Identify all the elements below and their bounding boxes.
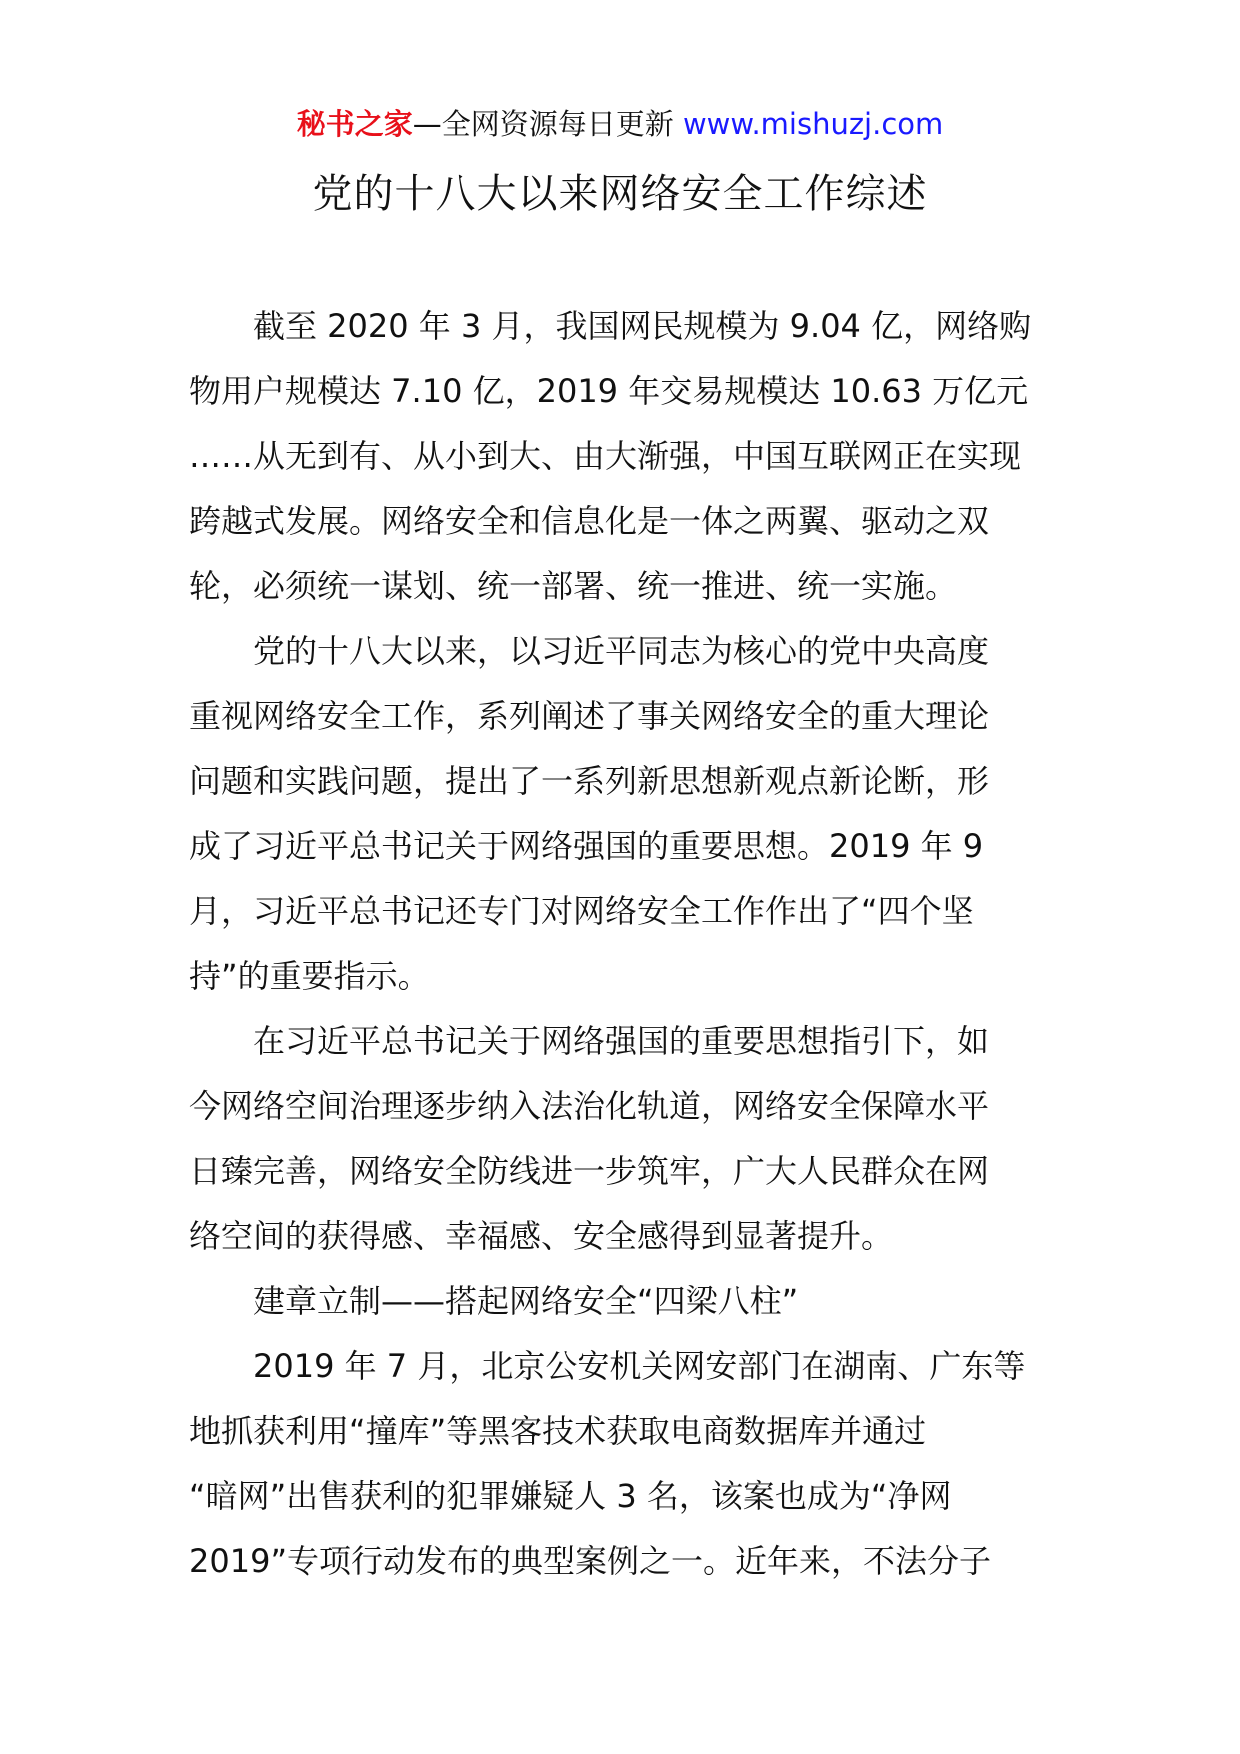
body-line: 问题和实践问题，提出了一系列新思想新观点新论断，形 <box>189 762 990 800</box>
body-line: 2019”专项行动发布的典型案例之一。近年来，不法分子 <box>189 1542 992 1580</box>
body-line: 2019 年 7 月，北京公安机关网安部门在湖南、广东等 <box>189 1347 1026 1385</box>
body-line: “暗网”出售获利的犯罪嫌疑人 3 名，该案也成为“净网 <box>189 1477 952 1515</box>
header-tagline: —全网资源每日更新 <box>412 107 683 141</box>
body-line: 今网络空间治理逐步纳入法治化轨道，网络安全保障水平 <box>189 1087 990 1125</box>
site-header <box>0 104 1240 144</box>
body-line: 络空间的获得感、幸福感、安全感得到显著提升。 <box>189 1217 894 1255</box>
body-line: 截至 2020 年 3 月，我国网民规模为 9.04 亿，网络购 <box>189 307 1032 345</box>
body-line: 持”的重要指示。 <box>189 957 430 995</box>
body-line: 物用户规模达 7.10 亿，2019 年交易规模达 10.63 万亿元 <box>189 372 1029 410</box>
body-line: 日臻完善，网络安全防线进一步筑牢，广大人民群众在网 <box>189 1152 990 1190</box>
brand-name: 秘书之家 <box>296 107 413 141</box>
body-line: 成了习近平总书记关于网络强国的重要思想。2019 年 9 <box>189 827 984 865</box>
body-line: ……从无到有、从小到大、由大渐强，中国互联网正在实现 <box>189 437 1022 475</box>
section-heading: 建章立制——搭起网络安全“四梁八柱” <box>189 1282 799 1320</box>
body-line: 重视网络安全工作，系列阐述了事关网络安全的重大理论 <box>189 697 990 735</box>
body-line: 地抓获利用“撞库”等黑客技术获取电商数据库并通过 <box>189 1412 927 1450</box>
document-body <box>189 294 1049 1594</box>
body-line: 在习近平总书记关于网络强国的重要思想指引下，如 <box>189 1022 990 1060</box>
body-line: 轮，必须统一谋划、统一部署、统一推进、统一实施。 <box>189 567 958 605</box>
body-line: 月，习近平总书记还专门对网络安全工作作出了“四个坚 <box>189 892 974 930</box>
body-line: 党的十八大以来，以习近平同志为核心的党中央高度 <box>189 632 990 670</box>
site-url-link[interactable]: www.mishuzj.com <box>682 107 944 141</box>
body-line: 跨越式发展。网络安全和信息化是一体之两翼、驱动之双 <box>189 502 990 540</box>
document-title: 党的十八大以来网络安全工作综述 <box>312 171 928 217</box>
